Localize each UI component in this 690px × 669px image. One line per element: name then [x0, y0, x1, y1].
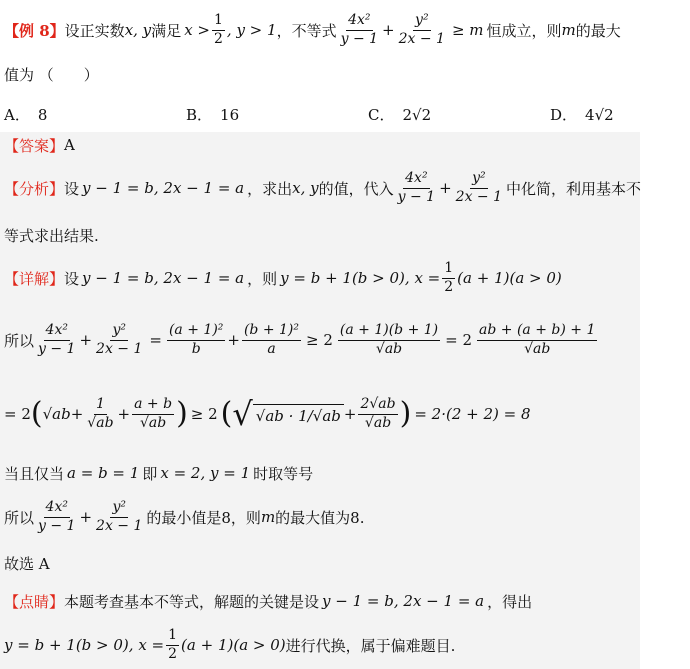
fraction-4x2-over-y-1: $\frac{\text{4x²}}{y - 1}$	[340, 12, 379, 47]
detail-line-3: = 2 ( √ab + $\frac{1}{√ab}$ + $\frac{a + b}{√ab}$ ) ≥ 2 ( √ √ab · 1/√ab + $\frac{2√ab}{√ab}$ ) = 2·(2 + 2) = 8	[4, 395, 531, 433]
question-tail2: 的最大	[575, 21, 621, 40]
detail-line-4: 当且仅当 a = b = 1 即 x = 2, y = 1 时取等号	[4, 464, 314, 483]
question-m: m	[561, 21, 576, 39]
analysis-tag: 【分析】	[4, 179, 65, 198]
analysis-line-1: 【分析】 设 y − 1 = b, 2x − 1 = a ，求出 x, y 的值，代入 $\frac{\text{4x²}}{y - 1}$ + $\frac{\text{y²}}{2x - 1}$ 中化简，利用基本不	[4, 170, 642, 205]
answer-line	[4, 134, 75, 156]
question-cond-y: , y > 1	[226, 21, 277, 39]
question-cond-x: x >	[184, 21, 210, 39]
question-mid: ，不等式	[276, 21, 337, 40]
question-line-2	[4, 62, 99, 86]
question-tail: 恒成立，则	[486, 21, 562, 40]
option-c: C． 2√2	[368, 106, 432, 124]
detail-line-6: 故选 A	[4, 554, 50, 573]
question-tag: 【例 8】	[4, 21, 65, 40]
detail-line-5: 所以 $\frac{\text{4x²}}{y - 1}$ + $\frac{\text{y²}}{2x - 1}$ 的最小值是8，则 m 的最大值为8.	[4, 499, 365, 534]
question-line-1: 【例 8】 设正实数 x, y 满足 x > $\frac{1}{2}$ , y > 1 ，不等式 $\frac{\text{4x²}}{y - 1}$ + $\frac{\text{y²}}{2x - 1}$ ≥ m 恒成立，则 m 的最大	[4, 12, 621, 47]
question-intro: 设正实数	[64, 21, 125, 40]
option-d: D． 4√2	[550, 106, 614, 124]
detail-tag: 【详解】	[4, 269, 65, 288]
option-a: A． 8	[4, 106, 48, 124]
comment-tag: 【点睛】	[4, 592, 65, 611]
question-cond-word: 满足	[151, 21, 182, 40]
answer-tag: 【答案】	[4, 136, 65, 155]
detail-line-2: 所以 $\frac{\text{4x²}}{y - 1}$ + $\frac{\text{y²}}{2x - 1}$ = $\frac{\text{(a + 1)²}}{b}$ + $\frac{\text{(b + 1)²}}{a}$ ≥ 2 $\frac{(a + 1)(b + 1)}{√ab}$ = 2 $\frac{ab + (a + b) + 1}{√ab}$	[4, 322, 596, 357]
comment-line-1: 【点睛】 本题考查基本不等式，解题的关键是设 y − 1 = b, 2x − 1 = a ，得出	[4, 592, 533, 611]
question-ineq-tail: ≥ m	[451, 21, 484, 39]
fraction-y2-over-2x-1: $\frac{\text{y²}}{2x - 1}$	[398, 12, 445, 47]
answer-value: A	[64, 136, 75, 154]
question-vars: x, y	[124, 21, 152, 39]
option-b: B． 16	[186, 106, 240, 124]
comment-line-2: y = b + 1(b > 0), x = $\frac{1}{2}$ (a + 1)(a > 0) 进行代换，属于偏难题目.	[4, 627, 456, 662]
half-fraction: $\frac{1}{2}$	[213, 12, 223, 47]
detail-line-1: 【详解】 设 y − 1 = b, 2x − 1 = a ，则 y = b + 1(b > 0), x = $\frac{1}{2}$ (a + 1)(a > 0)	[4, 260, 562, 295]
analysis-line-2: 等式求出结果.	[4, 226, 99, 245]
question-line-2-text: 值为 （ ）	[4, 65, 99, 84]
